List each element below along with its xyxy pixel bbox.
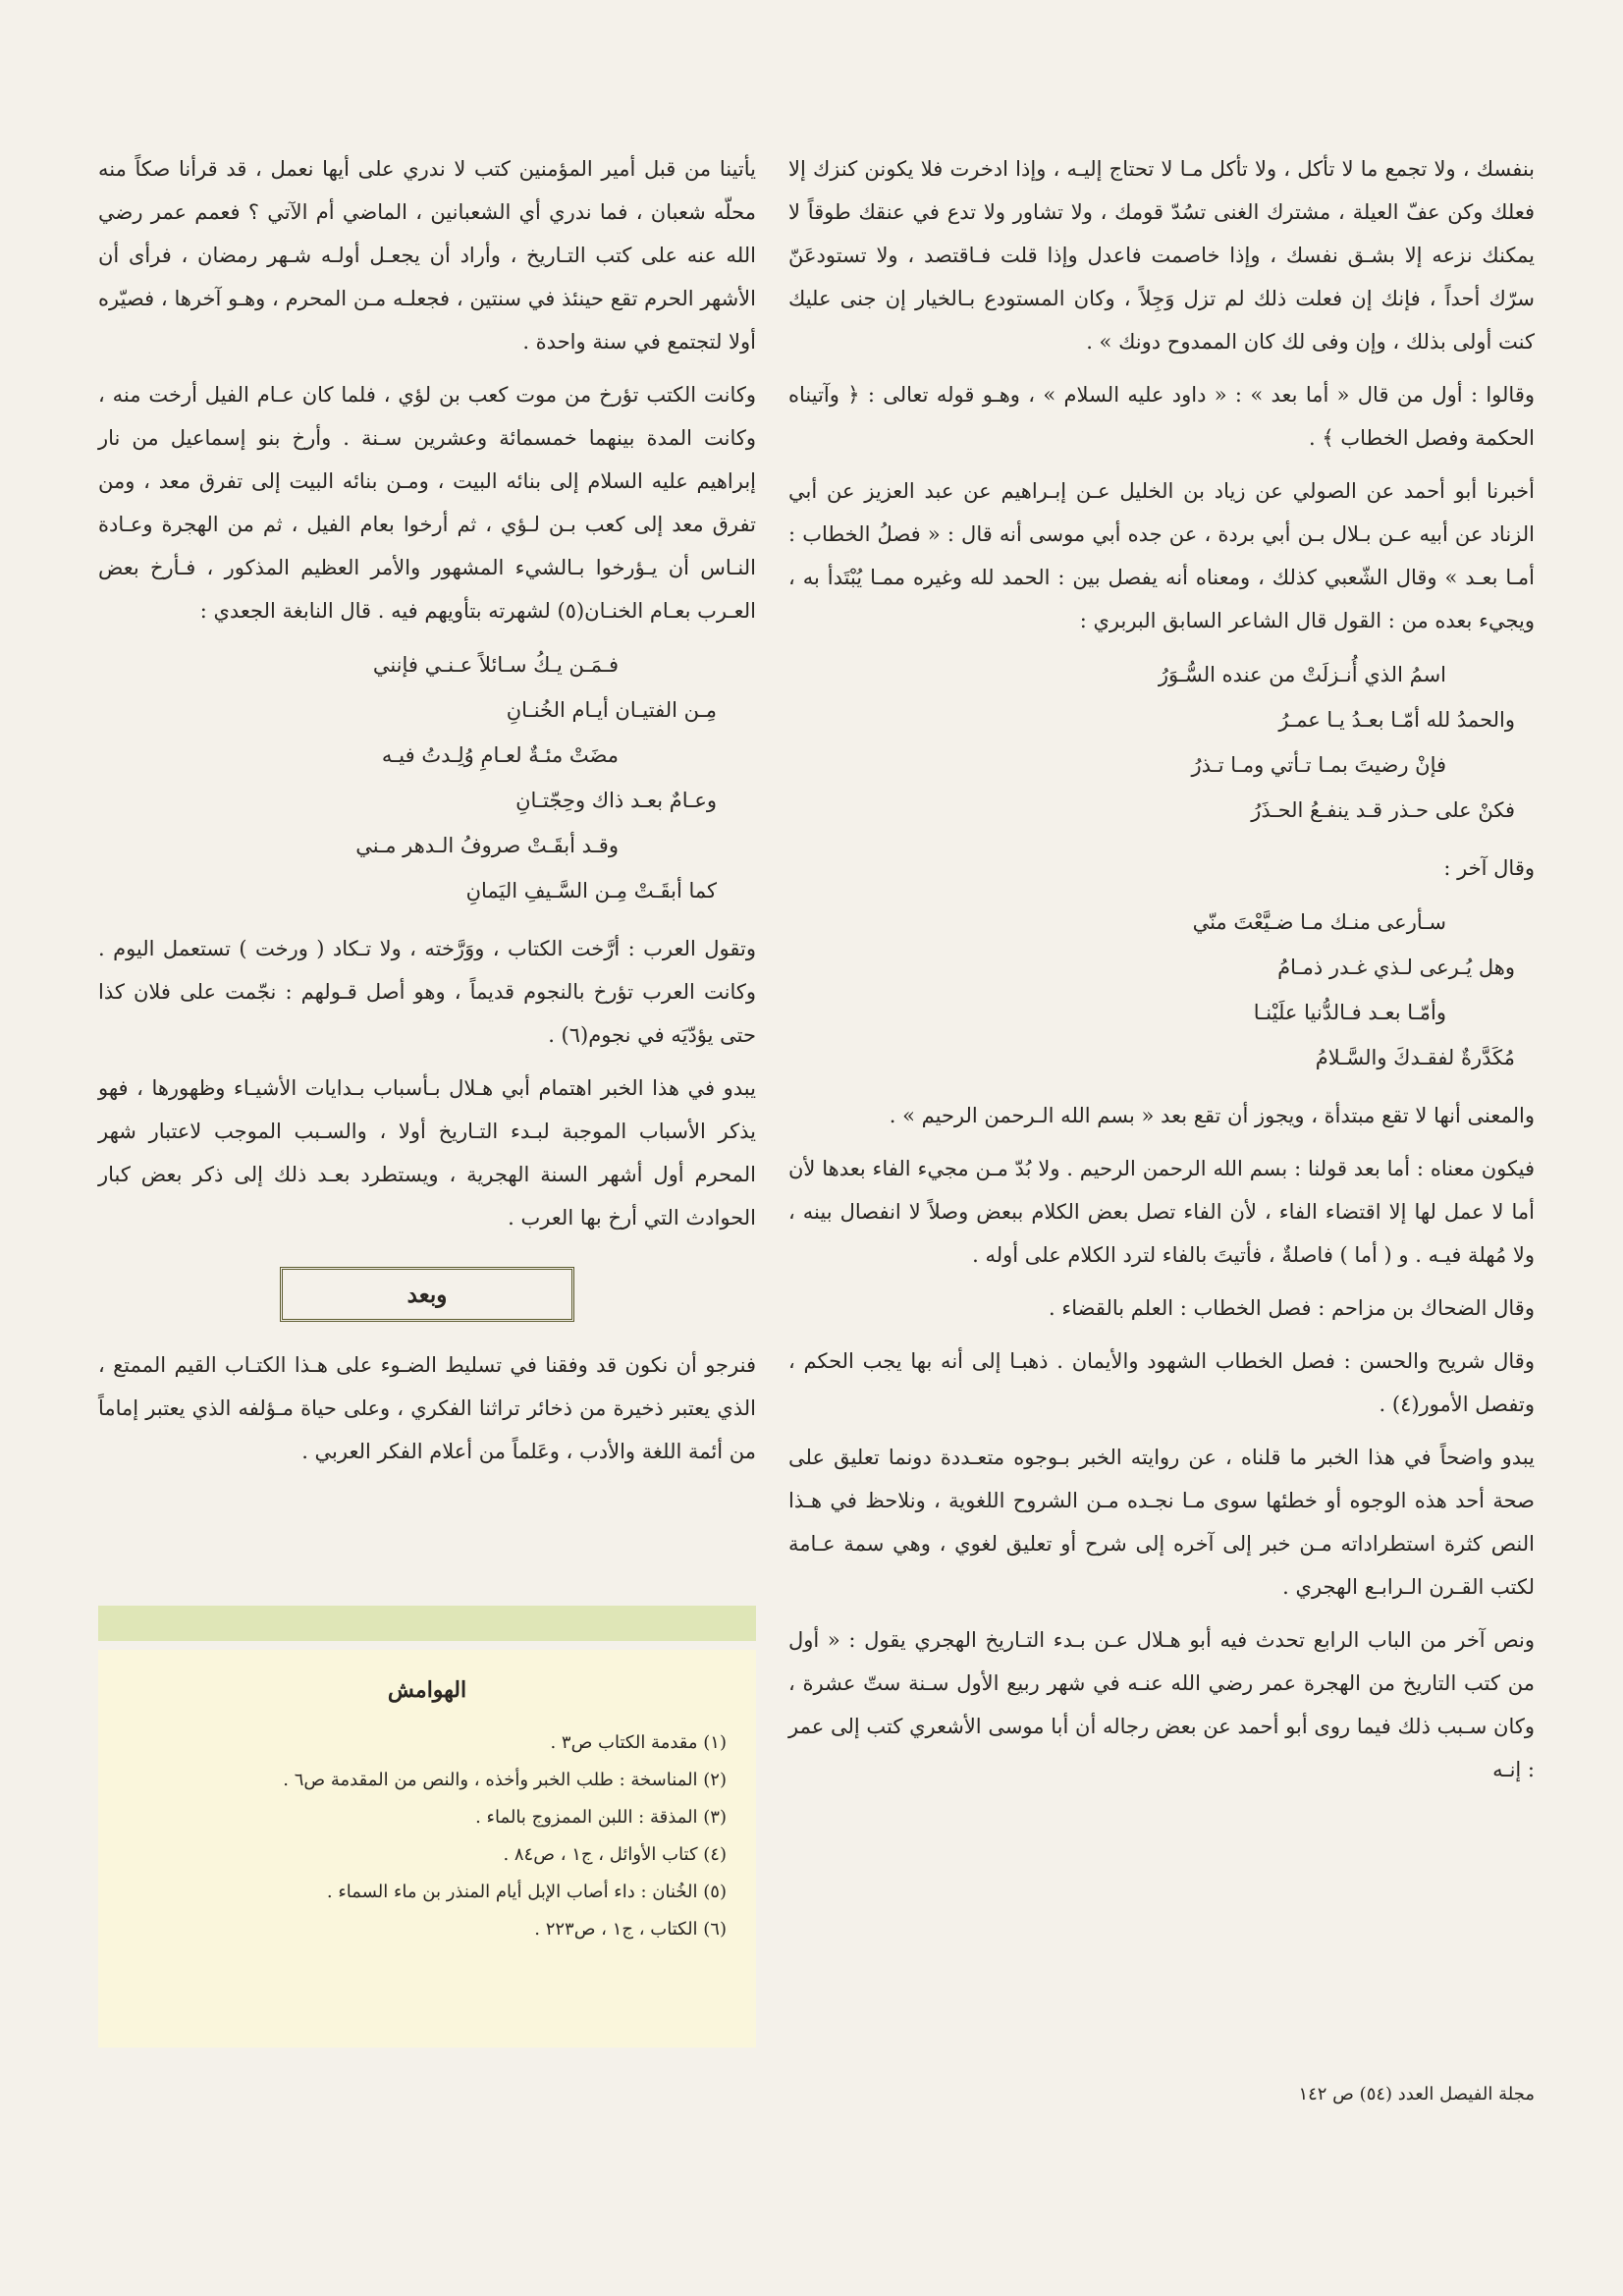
verse-hemistich: فإنْ رضيتَ بمـا تـأتي ومـا تـذرُ	[1191, 753, 1446, 777]
verse-hemistich: وهل يُـرعى لـذي غـدر ذمـامُ	[1277, 956, 1515, 979]
closing-paragraph: فنرجو أن نكون قد وفقنا في تسليط الضـوء على هـذا الكتـاب القيم الممتع ، الذي يعتبر ذخيرة من ذخائر تراثنا الفكري ، وعلى حياة مـؤلفه الذي يعتبر إماماً من أئمة اللغة والأدب ، وعَلماً من أعلام الفكر العربي .	[98, 1353, 756, 1463]
verse-hemistich: فكنْ على حـذر قـد ينفـعُ الحـذَرُ	[1251, 798, 1515, 822]
paragraph: وقال شريح والحسن : فصل الخطاب الشهود والأيمان . ذهبـا إلى أنه بها يجب الحكم ، وتفصل الأمور(٤) .	[788, 1349, 1535, 1416]
left-column	[98, 147, 756, 1483]
verse-hemistich: سـأرعى منـك مـا ضـيَّعْتَ منّي	[1192, 910, 1446, 934]
paragraph: يأتينا من قبل أمير المؤمنين كتب لا ندري على أيها نعمل ، قد قرأنا صكاً منه محلّه شعبان ، فما ندري أي الشعبانين ، الماضي أم الآتي ؟ فعمم عمر رضي الله عنه على كتب التـاريخ ، وأراد أن يجعـل أولـه شـهر رمضان ، فرأى أن الأشهر الحرم تقع حينئذ في سنتين ، فجعلـه مـن المحرم ، وهـو آخرها ، فصيّره أولا لتجتمع في سنة واحدة .	[98, 157, 756, 354]
poem-another	[788, 900, 1535, 1080]
verse-hemistich: كما أبقَـتْ مِـن السَّـيفِ اليَمانِ	[465, 879, 717, 902]
right-column	[788, 147, 1535, 1801]
verse-hemistich: وأمّـا بعـد فـالدُّنيا علَيْنـا	[1253, 1001, 1446, 1024]
paragraph: فيكون معناه : أما بعد قولنا : بسم الله الرحمن الرحيم . ولا بُدّ مـن مجيء الفاء بعدها لأن أما لا عمل لها إلا اقتضاء الفاء ، لأن الفاء تصل بعض الكلام ببعض وصلاً لا انفصال بينه ، ولا مُهلة فيـه . و ( أما ) فاصلةٌ ، فأتيتَ بالفاء لترد الكلام على أوله .	[788, 1157, 1535, 1267]
paragraph: يبدو في هذا الخبر اهتمام أبي هـلال بـأسباب بـدايات الأشيـاء وظهورها ، فهو يذكر الأسباب الموجبة لبـدء التـاريخ أولا ، والسـبب الموجب لاعتبار شهر المحرم أول أشهر السنة الهجرية ، ويستطرد بعـد ذلك إلى ذكر بعض كبار الحوادث التي أرخ بها العرب .	[98, 1076, 756, 1230]
poem-sabiq-barbari	[788, 652, 1535, 833]
verse-hemistich: وقـد أبقَـتْ صروفُ الـدهر مـني	[355, 834, 619, 857]
footnote-item: (٦) الكتاب ، ج١ ، ص٢٢٣ .	[534, 1919, 727, 1940]
verse-hemistich: اسمُ الذي أُنـزلَتْ من عنده السُّـوَرُ	[1158, 663, 1446, 686]
poem-nabigha-jaadi	[98, 642, 756, 913]
verse-hemistich: مضَتْ مئـةٌ لعـامِ وُلِـدتُ فيـه	[381, 743, 619, 767]
verse-hemistich: مِـن الفتيـان أيـام الخُنـانِ	[506, 698, 717, 722]
footnote-item: (٥) الخُنان : داء أصاب الإبل أيام المنذر بن ماء السماء .	[326, 1882, 727, 1902]
paragraph: يبدو واضحاً في هذا الخبر ما قلناه ، عن روايته الخبر بـوجوه متعـددة دونما تعليق على صحة أحد هذه الوجوه أو خطئها سوى مـا نجـده مـن الشروح اللغوية ، ونلاحظ في هـذا النص كثرة استطراداته مـن خبر إلى آخره إلى شرح أو تعليق لغوي ، وهي سمة عـامة لكتب القـرن الـرابـع الهجري .	[788, 1446, 1535, 1599]
verse-hemistich: وعـامٌ بعـد ذاك وحِجّتـانِ	[515, 789, 717, 812]
paragraph: وقال الضحاك بن مزاحم : فصل الخطاب : العلم بالقضاء .	[1049, 1296, 1535, 1320]
footnote-item: (٢) المناسخة : طلب الخبر وأخذه ، والنص من المقدمة ص٦ .	[283, 1770, 727, 1790]
verse-hemistich: والحمدُ لله أمّـا بعـدُ يـا عمـرُ	[1278, 708, 1515, 732]
paragraph: وقالوا : أول من قال « أما بعد » : « داود عليه السلام » ، وهـو قوله تعالى : ﴿ وآتيناه الحكمة وفصل الخطاب ﴾ .	[788, 383, 1535, 450]
section-heading-box	[280, 1267, 574, 1322]
verse-hemistich: فـمَـن يـكُ سـائلاً عـنـي فإنني	[372, 653, 619, 677]
paragraph: أخبرنا أبو أحمد عن الصولي عن زياد بن الخليل عـن إبـراهيم عن عبد العزيز عن أبي الزناد عن أبيه عـن بـلال بـن أبي بردة ، عن جده أبي موسى أنه قال : « فصلُ الخطاب : أمـا بعـد » وقال الشّعبي كذلك ، ومعناه أنه يفصل بين : الحمد لله وغيره ممـا يُبْتَدأ به ، ويجيء بعده من : القول قال الشاعر السابق البربري :	[788, 479, 1535, 632]
footnote-item: (١) مقدمة الكتاب ص٣ .	[550, 1732, 727, 1753]
decorative-band	[98, 1606, 756, 1641]
footnote-item: (٤) كتاب الأوائل ، ج١ ، ص٨٤ .	[503, 1844, 727, 1865]
verse-hemistich: مُكَدَّرةٌ لفقـدكَ والسَّـلامُ	[1315, 1046, 1515, 1069]
paragraph: وقال آخر :	[1443, 856, 1535, 880]
paragraph: وتقول العرب : أرَّخت الكتاب ، ووَرَّخته ، ولا تـكاد ( ورخت ) تستعمل اليوم . وكانت العرب تؤرخ بالنجوم قديماً ، وهو أصل قـولهم : نجّمت على فلان كذا حتى يؤدّيَه في نجوم(٦) .	[98, 937, 756, 1047]
paragraph: بنفسك ، ولا تجمع ما لا تأكل ، ولا تأكل مـا لا تحتاج إليـه ، وإذا ادخرت فلا يكونن كنزك إلا فعلك وكن عفّ العيلة ، مشترك الغنى تسُدّ قومك ، ولا تشاور ولا تدع في عنقك طوقاً لا يمكنك نزعه إلا بشـق نفسك ، وإذا خاصمت فاعدل وإذا قلت فـاقتصد ، ولا تستودعَنّ سرّك أحداً ، فإنك إن فعلت ذلك لم تزل وَجِلاً ، وكان المستودع بـالخيار إن جنى عليك كنت أولى بذلك ، وإن وفى لك كان الممدوح دونك » .	[788, 157, 1535, 354]
footnote-item: (٣) المذقة : اللبن الممزوج بالماء .	[475, 1807, 727, 1828]
paragraph: والمعنى أنها لا تقع مبتدأة ، ويجوز أن تقع بعد « بسم الله الـرحمن الرحيم » .	[889, 1104, 1535, 1127]
paragraph: ونص آخر من الباب الرابع تحدث فيه أبو هـلال عـن بـدء التـاريخ الهجري يقول : « أول من كتب التاريخ من الهجرة عمر رضي الله عنـه في شهر ربيع الأول سـنة ستّ عشرة ، وكان سـبب ذلك فيما روى أبو أحمد عن بعض رجاله أن أبا موسى الأشعري كتب إلى عمر : إنـه	[788, 1628, 1535, 1781]
paragraph: وكانت الكتب تؤرخ من موت كعب بن لؤي ، فلما كان عـام الفيل أرخت منه ، وكانت المدة بينهما خمسمائة وعشرين سـنة . وأرخ بنو إسماعيل من نار إبراهيم عليه السلام إلى بنائه البيت ، ومـن بنائه البيت إلى تفرق معد ، ومن تفرق معد إلى كعب بـن لـؤي ، ثم أرخوا بعام الفيل ، ثم من الهجرة وعـادة النـاس أن يـؤرخوا بـالشيء المشهور والأمر العظيم المذكور ، فـأرخ بعض العـرب بعـام الخنـان(٥) لشهرته بتأويهم فيه . قال النابغة الجعدي :	[98, 383, 756, 623]
section-heading: وبعد	[406, 1281, 448, 1308]
footnotes-title: الهوامش	[387, 1677, 467, 1703]
footnotes-panel	[98, 1650, 756, 2048]
page-footer: مجلة الفيصل العدد (٥٤) ص ١٤٢	[1298, 2084, 1535, 2105]
